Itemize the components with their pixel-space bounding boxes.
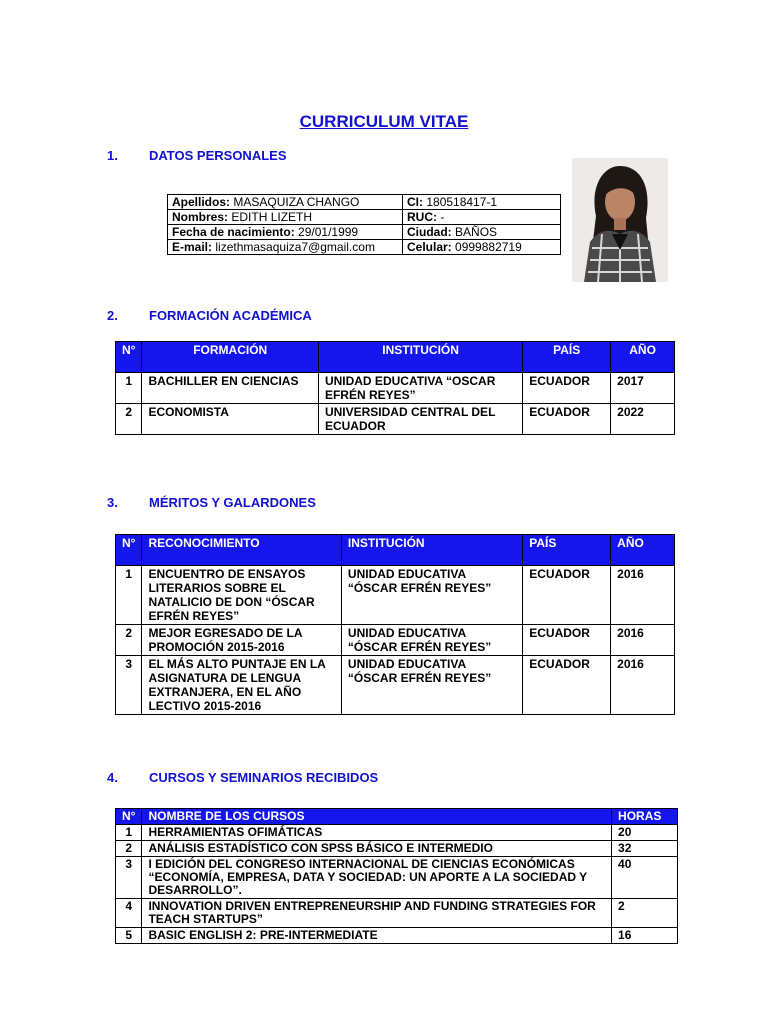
institucion-cell: UNIDAD EDUCATIVA “ÓSCAR EFRÉN REYES” bbox=[341, 656, 522, 715]
row-number: 2 bbox=[116, 404, 142, 435]
column-header: N° bbox=[116, 809, 142, 825]
column-header: NOMBRE DE LOS CURSOS bbox=[142, 809, 612, 825]
anio-cell: 2022 bbox=[611, 404, 675, 435]
table-row bbox=[116, 857, 678, 899]
field-value: 29/01/1999 bbox=[298, 225, 359, 239]
institucion-cell: UNIDAD EDUCATIVA “OSCAR EFRÉN REYES” bbox=[318, 373, 522, 404]
table-row bbox=[116, 625, 675, 656]
formacion-cell: BACHILLER EN CIENCIAS bbox=[142, 373, 318, 404]
row-number: 1 bbox=[116, 373, 142, 404]
institucion-cell: UNIDAD EDUCATIVA “ÓSCAR EFRÉN REYES” bbox=[341, 566, 522, 625]
section-heading-meritos bbox=[107, 495, 316, 510]
table-row bbox=[116, 566, 675, 625]
portrait-illustration bbox=[572, 158, 668, 282]
row-number: 2 bbox=[116, 625, 142, 656]
table-header-row bbox=[116, 809, 678, 825]
field-label: E-mail: bbox=[172, 240, 213, 254]
field-value: 180518417-1 bbox=[426, 195, 498, 209]
anio-cell: 2016 bbox=[611, 566, 675, 625]
row-number: 1 bbox=[116, 825, 142, 841]
column-header: AÑO bbox=[611, 535, 675, 566]
reconocimiento-cell: EL MÁS ALTO PUNTAJE EN LA ASIGNATURA DE LENGUA EXTRANJERA, EN EL AÑO LECTIVO 2015-2016 bbox=[142, 656, 341, 715]
horas-cell: 32 bbox=[612, 841, 678, 857]
profile-photo bbox=[572, 158, 668, 282]
formacion-cell: ECONOMISTA bbox=[142, 404, 318, 435]
page-title: CURRICULUM VITAE bbox=[299, 112, 469, 131]
curso-cell: INNOVATION DRIVEN ENTREPRENEURSHIP AND FUNDING STRATEGIES FOR TEACH STARTUPS” bbox=[142, 899, 612, 928]
pais-cell: ECUADOR bbox=[523, 373, 611, 404]
horas-cell: 40 bbox=[612, 857, 678, 899]
reconocimiento-cell: ENCUENTRO DE ENSAYOS LITERARIOS SOBRE EL NATALICIO DE DON “ÓSCAR EFRÉN REYES” bbox=[142, 566, 341, 625]
horas-cell: 16 bbox=[612, 928, 678, 944]
row-number: 5 bbox=[116, 928, 142, 944]
field-value: - bbox=[440, 210, 445, 224]
field-label: Apellidos: bbox=[172, 195, 231, 209]
field-value: lizethmasaquiza7@gmail.com bbox=[215, 240, 375, 254]
institucion-cell: UNIVERSIDAD CENTRAL DEL ECUADOR bbox=[318, 404, 522, 435]
section-label: MÉRITOS Y GALARDONES bbox=[149, 495, 316, 510]
curso-cell: I EDICIÓN DEL CONGRESO INTERNACIONAL DE CIENCIAS ECONÓMICAS “ECONOMÍA, EMPRESA, DATA Y SOCIEDAD: UN APORTE A LA SOCIEDAD Y DESARROLLO”. bbox=[142, 857, 612, 899]
anio-cell: 2016 bbox=[611, 656, 675, 715]
column-header: HORAS bbox=[612, 809, 678, 825]
row-number: 3 bbox=[116, 656, 142, 715]
column-header: N° bbox=[116, 535, 142, 566]
anio-cell: 2016 bbox=[611, 625, 675, 656]
pais-cell: ECUADOR bbox=[523, 656, 611, 715]
table-row bbox=[168, 240, 561, 255]
field-value: 0999882719 bbox=[455, 240, 522, 254]
curso-cell: ANÁLISIS ESTADÍSTICO CON SPSS BÁSICO E INTERMEDIO bbox=[142, 841, 612, 857]
nombres-cell bbox=[168, 210, 403, 225]
row-number: 1 bbox=[116, 566, 142, 625]
field-label: Fecha de nacimiento: bbox=[172, 225, 295, 239]
section-heading-datos-personales bbox=[107, 148, 286, 163]
table-row bbox=[116, 373, 675, 404]
horas-cell: 20 bbox=[612, 825, 678, 841]
field-value: MASAQUIZA CHANGO bbox=[233, 195, 360, 209]
table-row bbox=[116, 899, 678, 928]
field-label: RUC: bbox=[407, 210, 437, 224]
row-number: 4 bbox=[116, 899, 142, 928]
meritos-table bbox=[115, 534, 675, 715]
institucion-cell: UNIDAD EDUCATIVA “ÓSCAR EFRÉN REYES” bbox=[341, 625, 522, 656]
column-header: RECONOCIMIENTO bbox=[142, 535, 341, 566]
celular-cell bbox=[403, 240, 561, 255]
section-label: DATOS PERSONALES bbox=[149, 148, 287, 163]
column-header: N° bbox=[116, 342, 142, 373]
section-heading-cursos bbox=[107, 770, 378, 785]
field-label: CI: bbox=[407, 195, 423, 209]
pais-cell: ECUADOR bbox=[523, 566, 611, 625]
curso-cell: HERRAMIENTAS OFIMÁTICAS bbox=[142, 825, 612, 841]
section-number: 3. bbox=[107, 495, 118, 510]
column-header: AÑO bbox=[611, 342, 675, 373]
reconocimiento-cell: MEJOR EGRESADO DE LA PROMOCIÓN 2015-2016 bbox=[142, 625, 341, 656]
field-value: EDITH LIZETH bbox=[231, 210, 313, 224]
section-number: 4. bbox=[107, 770, 118, 785]
field-label: Celular: bbox=[407, 240, 452, 254]
fecha-cell bbox=[168, 225, 403, 240]
ruc-cell bbox=[403, 210, 561, 225]
section-heading-formacion-academica bbox=[107, 308, 312, 323]
field-value: BAÑOS bbox=[455, 225, 498, 239]
column-header: INSTITUCIÓN bbox=[341, 535, 522, 566]
table-row bbox=[168, 210, 561, 225]
table-row bbox=[116, 928, 678, 944]
personal-data-table bbox=[167, 194, 561, 255]
column-header: PAÍS bbox=[523, 342, 611, 373]
section-number: 1. bbox=[107, 148, 118, 163]
column-header: PAÍS bbox=[523, 535, 611, 566]
table-header-row bbox=[116, 342, 675, 373]
anio-cell: 2017 bbox=[611, 373, 675, 404]
table-row bbox=[116, 404, 675, 435]
column-header: INSTITUCIÓN bbox=[318, 342, 522, 373]
table-header-row bbox=[116, 535, 675, 566]
row-number: 3 bbox=[116, 857, 142, 899]
ciudad-cell bbox=[403, 225, 561, 240]
field-label: Nombres: bbox=[172, 210, 229, 224]
pais-cell: ECUADOR bbox=[523, 625, 611, 656]
ci-cell bbox=[403, 195, 561, 210]
table-row bbox=[168, 225, 561, 240]
cursos-table bbox=[115, 808, 678, 944]
section-label: FORMACIÓN ACADÉMICA bbox=[149, 308, 312, 323]
row-number: 2 bbox=[116, 841, 142, 857]
table-row bbox=[116, 825, 678, 841]
email-cell bbox=[168, 240, 403, 255]
field-label: Ciudad: bbox=[407, 225, 452, 239]
column-header: FORMACIÓN bbox=[142, 342, 318, 373]
horas-cell: 2 bbox=[612, 899, 678, 928]
section-number: 2. bbox=[107, 308, 118, 323]
table-row bbox=[116, 841, 678, 857]
pais-cell: ECUADOR bbox=[523, 404, 611, 435]
curso-cell: BASIC ENGLISH 2: PRE-INTERMEDIATE bbox=[142, 928, 612, 944]
section-label: CURSOS Y SEMINARIOS RECIBIDOS bbox=[149, 770, 379, 785]
formacion-table bbox=[115, 341, 675, 435]
table-row bbox=[168, 195, 561, 210]
table-row bbox=[116, 656, 675, 715]
apellidos-cell bbox=[168, 195, 403, 210]
